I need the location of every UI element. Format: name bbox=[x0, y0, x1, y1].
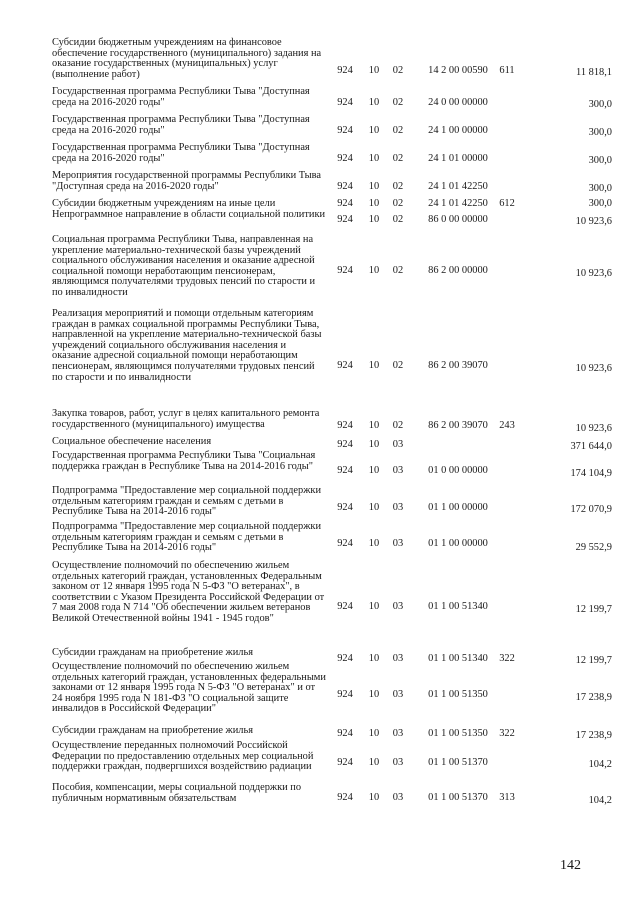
row-grbs: 924 bbox=[337, 360, 353, 371]
row-name: Реализация мероприятий и помощи отдельным категориям граждан в рамках социальной программы Республики Тыва, направленной на укрепление материально-технической базы учреждений социального обслуживания населения и оказание адресной социальной помощи неработающим пенсионерам, являющимся получателями трудовых пенсий по старости и по инвалидности bbox=[52, 308, 322, 383]
row-pr: 03 bbox=[392, 502, 404, 513]
row-pr: 03 bbox=[392, 689, 404, 700]
row-pr: 02 bbox=[392, 125, 404, 136]
row-pr: 02 bbox=[392, 360, 404, 371]
row-cs: 86 2 00 00000 bbox=[428, 265, 488, 276]
row-pr: 03 bbox=[392, 439, 404, 450]
row-cs: 86 0 00 00000 bbox=[428, 214, 488, 225]
row-grbs: 924 bbox=[337, 502, 353, 513]
row-cs: 14 2 00 00590 bbox=[428, 65, 488, 76]
row-rz: 10 bbox=[368, 198, 380, 209]
row-sum: 10 923,6 bbox=[575, 363, 612, 374]
row-rz: 10 bbox=[368, 502, 380, 513]
row-cs: 01 1 00 00000 bbox=[428, 502, 488, 513]
row-pr: 03 bbox=[392, 538, 404, 549]
row-cs: 86 2 00 39070 bbox=[428, 360, 488, 371]
row-vr: 322 bbox=[499, 728, 515, 739]
row-sum: 17 238,9 bbox=[575, 692, 612, 703]
row-vr: 243 bbox=[499, 420, 515, 431]
row-cs: 01 1 00 51370 bbox=[428, 792, 488, 803]
row-rz: 10 bbox=[368, 538, 380, 549]
row-grbs: 924 bbox=[337, 728, 353, 739]
row-sum: 10 923,6 bbox=[575, 423, 612, 434]
row-name: Субсидии бюджетным учреждениям на иные цели bbox=[52, 198, 276, 209]
row-name: Субсидии гражданам на приобретение жилья bbox=[52, 725, 253, 736]
row-cs: 01 1 00 51350 bbox=[428, 689, 488, 700]
row-name: Мероприятия государственной программы Республики Тыва "Доступная среда на 2016-2020 годы" bbox=[52, 170, 321, 192]
row-rz: 10 bbox=[368, 153, 380, 164]
row-vr: 313 bbox=[499, 792, 515, 803]
row-sum: 300,0 bbox=[588, 155, 612, 166]
row-pr: 03 bbox=[392, 601, 404, 612]
row-pr: 03 bbox=[392, 653, 404, 664]
row-grbs: 924 bbox=[337, 757, 353, 768]
row-sum: 12 199,7 bbox=[575, 604, 612, 615]
row-name: Подпрограмма "Предоставление мер социальной поддержки отдельным категориям граждан и семьям с детьми в Республике Тыва на 2014-2016 годы" bbox=[52, 521, 322, 554]
row-cs: 01 1 00 51370 bbox=[428, 757, 488, 768]
row-grbs: 924 bbox=[337, 265, 353, 276]
row-name: Подпрограмма "Предоставление мер социальной поддержки отдельным категориям граждан и семьям с детьми в Республике Тыва на 2014-2016 годы" bbox=[52, 485, 322, 518]
row-vr: 611 bbox=[499, 65, 515, 76]
row-pr: 03 bbox=[392, 792, 404, 803]
row-pr: 02 bbox=[392, 198, 404, 209]
row-rz: 10 bbox=[368, 360, 380, 371]
row-rz: 10 bbox=[368, 97, 380, 108]
row-pr: 02 bbox=[392, 181, 404, 192]
row-rz: 10 bbox=[368, 689, 380, 700]
row-cs: 24 1 00 00000 bbox=[428, 125, 488, 136]
row-cs: 01 1 00 00000 bbox=[428, 538, 488, 549]
row-cs: 24 1 01 00000 bbox=[428, 153, 488, 164]
row-sum: 104,2 bbox=[588, 795, 612, 806]
row-cs: 01 0 00 00000 bbox=[428, 465, 488, 476]
row-pr: 02 bbox=[392, 214, 404, 225]
row-sum: 17 238,9 bbox=[575, 730, 612, 741]
row-sum: 174 104,9 bbox=[570, 468, 612, 479]
row-grbs: 924 bbox=[337, 792, 353, 803]
row-vr: 322 bbox=[499, 653, 515, 664]
row-grbs: 924 bbox=[337, 125, 353, 136]
row-pr: 03 bbox=[392, 465, 404, 476]
row-cs: 24 0 00 00000 bbox=[428, 97, 488, 108]
row-name: Государственная программа Республики Тыва "Доступная среда на 2016-2020 годы" bbox=[52, 142, 310, 164]
row-grbs: 924 bbox=[337, 689, 353, 700]
row-grbs: 924 bbox=[337, 198, 353, 209]
row-rz: 10 bbox=[368, 125, 380, 136]
row-grbs: 924 bbox=[337, 181, 353, 192]
row-cs: 01 1 00 51340 bbox=[428, 601, 488, 612]
row-grbs: 924 bbox=[337, 601, 353, 612]
row-cs: 01 1 00 51350 bbox=[428, 728, 488, 739]
row-sum: 300,0 bbox=[588, 198, 612, 209]
row-pr: 02 bbox=[392, 420, 404, 431]
row-rz: 10 bbox=[368, 439, 380, 450]
row-cs: 24 1 01 42250 bbox=[428, 198, 488, 209]
row-rz: 10 bbox=[368, 792, 380, 803]
row-pr: 02 bbox=[392, 65, 404, 76]
row-name: Пособия, компенсации, меры социальной поддержки по публичным нормативным обязательствам bbox=[52, 782, 302, 804]
row-name: Закупка товаров, работ, услуг в целях капитального ремонта государственного (муниципального) имущества bbox=[52, 408, 320, 430]
row-grbs: 924 bbox=[337, 538, 353, 549]
row-rz: 10 bbox=[368, 265, 380, 276]
row-rz: 10 bbox=[368, 757, 380, 768]
row-sum: 300,0 bbox=[588, 127, 612, 138]
row-grbs: 924 bbox=[337, 465, 353, 476]
row-pr: 03 bbox=[392, 728, 404, 739]
row-grbs: 924 bbox=[337, 65, 353, 76]
row-sum: 371 644,0 bbox=[570, 441, 612, 452]
row-pr: 02 bbox=[392, 265, 404, 276]
row-grbs: 924 bbox=[337, 420, 353, 431]
row-cs: 86 2 00 39070 bbox=[428, 420, 488, 431]
row-name: Осуществление полномочий по обеспечению жильем отдельных категорий граждан, установленных федеральными законами от 12 января 1995 года N 5-ФЗ "О ветеранах" и от 24 ноября 1995 года N 181-ФЗ "О социальной защите инвалидов в Российской Федерации" bbox=[52, 661, 326, 715]
row-name: Государственная программа Республики Тыва "Социальная поддержка граждан в Республике Тыва на 2014-2016 годы" bbox=[52, 450, 316, 472]
row-name: Государственная программа Республики Тыва "Доступная среда на 2016-2020 годы" bbox=[52, 114, 310, 136]
row-grbs: 924 bbox=[337, 439, 353, 450]
row-pr: 03 bbox=[392, 757, 404, 768]
row-name: Осуществление переданных полномочий Российской Федерации по предоставлению отдельных мер социальной поддержки граждан, подвергшихся воздействию радиации bbox=[52, 740, 314, 773]
row-sum: 10 923,6 bbox=[575, 216, 612, 227]
row-name: Государственная программа Республики Тыва "Доступная среда на 2016-2020 годы" bbox=[52, 86, 310, 108]
row-rz: 10 bbox=[368, 214, 380, 225]
row-rz: 10 bbox=[368, 465, 380, 476]
row-pr: 02 bbox=[392, 153, 404, 164]
row-rz: 10 bbox=[368, 420, 380, 431]
page-number: 142 bbox=[560, 858, 581, 873]
row-sum: 300,0 bbox=[588, 183, 612, 194]
row-grbs: 924 bbox=[337, 97, 353, 108]
row-cs: 24 1 01 42250 bbox=[428, 181, 488, 192]
row-name: Социальная программа Республики Тыва, направленная на укрепление материально-технической базы учреждений социального обслуживания населения и оказание адресной социальной помощи неработающим пенсионерам, являющимся получателями трудовых пенсий по старости и по инвалидности bbox=[52, 234, 316, 298]
row-sum: 300,0 bbox=[588, 99, 612, 110]
row-name: Субсидии бюджетным учреждениям на финансовое обеспечение государственного (муниципального) задания на оказание государственных (муниципальных) услуг (выполнение работ) bbox=[52, 37, 322, 80]
row-sum: 172 070,9 bbox=[570, 504, 612, 515]
row-rz: 10 bbox=[368, 653, 380, 664]
row-grbs: 924 bbox=[337, 653, 353, 664]
row-sum: 29 552,9 bbox=[575, 542, 612, 553]
row-sum: 104,2 bbox=[588, 759, 612, 770]
row-name: Непрограммное направление в области социальной политики bbox=[52, 209, 326, 220]
row-pr: 02 bbox=[392, 97, 404, 108]
row-rz: 10 bbox=[368, 601, 380, 612]
row-rz: 10 bbox=[368, 728, 380, 739]
row-name: Осуществление полномочий по обеспечению жильем отдельных категорий граждан, установленных Федеральным законом от 12 января 1995 года N 5-ФЗ "О ветеранах", в соответствии с Указом Президента Российской Федерации от 7 мая 2008 года N 714 "Об обеспечении жильем ветеранов Великой Отечественной войны 1941 - 1945 годов" bbox=[52, 560, 325, 624]
row-grbs: 924 bbox=[337, 153, 353, 164]
row-name: Социальное обеспечение населения bbox=[52, 436, 212, 447]
row-name: Субсидии гражданам на приобретение жилья bbox=[52, 647, 253, 658]
row-sum: 10 923,6 bbox=[575, 268, 612, 279]
row-grbs: 924 bbox=[337, 214, 353, 225]
row-sum: 12 199,7 bbox=[575, 655, 612, 666]
row-vr: 612 bbox=[499, 198, 515, 209]
row-rz: 10 bbox=[368, 181, 380, 192]
row-rz: 10 bbox=[368, 65, 380, 76]
row-sum: 11 818,1 bbox=[576, 67, 612, 78]
row-cs: 01 1 00 51340 bbox=[428, 653, 488, 664]
